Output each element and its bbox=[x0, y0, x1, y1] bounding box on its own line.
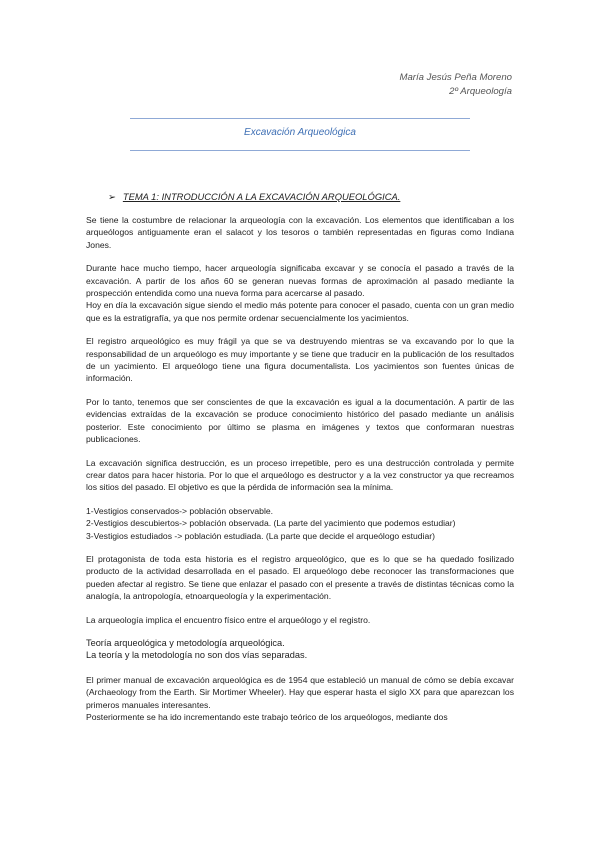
paragraph: El primer manual de excavación arqueológica es de 1954 que estableció un manual de cómo se debía excavar (Archaeology from the Earth. Sir Mortimer Wheeler). Hay que esperar hasta el siglo XX para que aparezcan los primeros manuales interesantes. bbox=[86, 674, 514, 710]
theory-line: Teoría arqueológica y metodología arqueológica. bbox=[86, 637, 285, 648]
course-name: 2º Arqueología bbox=[449, 86, 512, 97]
document-title: Excavación Arqueológica bbox=[244, 127, 356, 138]
title-rule-top bbox=[130, 118, 470, 119]
paragraph: Hoy en día la excavación sigue siendo el medio más potente para conocer el pasado, cuenta con un gran medio que es la estratigrafía, ya que nos permite ordenar secuencialmente los yacimientos. bbox=[86, 300, 514, 323]
paragraph: Por lo tanto, tenemos que ser conscientes de que la excavación es igual a la documentación. A partir de las evidencias extraídas de la excavación se produce conocimiento histórico del pasado mediante un análisis posterior. Este conocimiento por último se plasma en imágenes y textos que conformaran nuestras publicaciones. bbox=[86, 396, 514, 445]
paragraph: La excavación significa destrucción, es un proceso irrepetible, pero es una destrucción controlada y permite crear datos para hacer historia. Por lo que el arqueólogo es destructor y a la vez constructor ya que recreamos los sitios del pasado. El objetivo es que la pérdida de información sea la mínima. bbox=[86, 457, 514, 493]
paragraph: Se tiene la costumbre de relacionar la arqueología con la excavación. Los elementos que identificaban a los arqueólogos antiguamente eran el salacot y los tesoros o también representadas en figuras como Indiana Jones. bbox=[86, 215, 514, 250]
paragraph: Durante hace mucho tiempo, hacer arqueología significaba excavar y se conocía el pasado a través de la excavación. A partir de los años 60 se generan nuevas formas de aproximación al pasado mediante la prospección entendida como una nueva forma para acercarse al pasado. bbox=[86, 263, 514, 299]
theory-note bbox=[86, 637, 514, 662]
list-item: 2-Vestigios descubiertos-> población observada. (La parte del yacimiento que podemos estudiar) bbox=[86, 518, 456, 529]
theory-line: La teoría y la metodología no son dos vías separadas. bbox=[86, 650, 308, 661]
title-rule-bottom bbox=[130, 150, 470, 151]
paragraph: Posteriormente se ha ido incrementando este trabajo teórico de los arqueólogos, mediante dos bbox=[86, 712, 448, 722]
author-block bbox=[399, 71, 512, 99]
list-item: 1-Vestigios conservados-> población observable. bbox=[86, 505, 274, 516]
paragraph: La arqueología implica el encuentro físico entre el arqueólogo y el registro. bbox=[86, 614, 371, 625]
section-heading bbox=[108, 191, 400, 203]
arrow-bullet-icon: ➢ bbox=[108, 191, 116, 202]
paragraph: El registro arqueológico es muy frágil ya que se va destruyendo mientras se va excavando por lo que la responsabilidad de un arqueólogo es muy importante y se tiene que traducir en la publicación de los resultados de un yacimiento. El arqueólogo tiene una figura documentalista. Los yacimientos son fuentes únicas de información. bbox=[86, 336, 514, 384]
paragraph: El protagonista de toda esta historia es el registro arqueológico, que es lo que se ha quedado fosilizado producto de la actividad desarrollada en el pasado. El arqueólogo debe reconocer las transformaciones que pueden afectar al registro. Se tiene que enlazar el pasado con el presente a través de distintas técnicas como la analogía, la antropología, etnoarqueología y la experimentación. bbox=[86, 553, 514, 602]
author-name: María Jesús Peña Moreno bbox=[399, 72, 512, 83]
document-body bbox=[86, 214, 514, 734]
section-heading-text: TEMA 1: INTRODUCCIÓN A LA EXCAVACIÓN ARQUEOLÓGICA. bbox=[122, 191, 401, 202]
vestiges-list bbox=[86, 505, 514, 542]
list-item: 3-Vestigios estudiados -> población estudiada. (La parte que decide el arqueólogo estudiar) bbox=[86, 530, 435, 541]
